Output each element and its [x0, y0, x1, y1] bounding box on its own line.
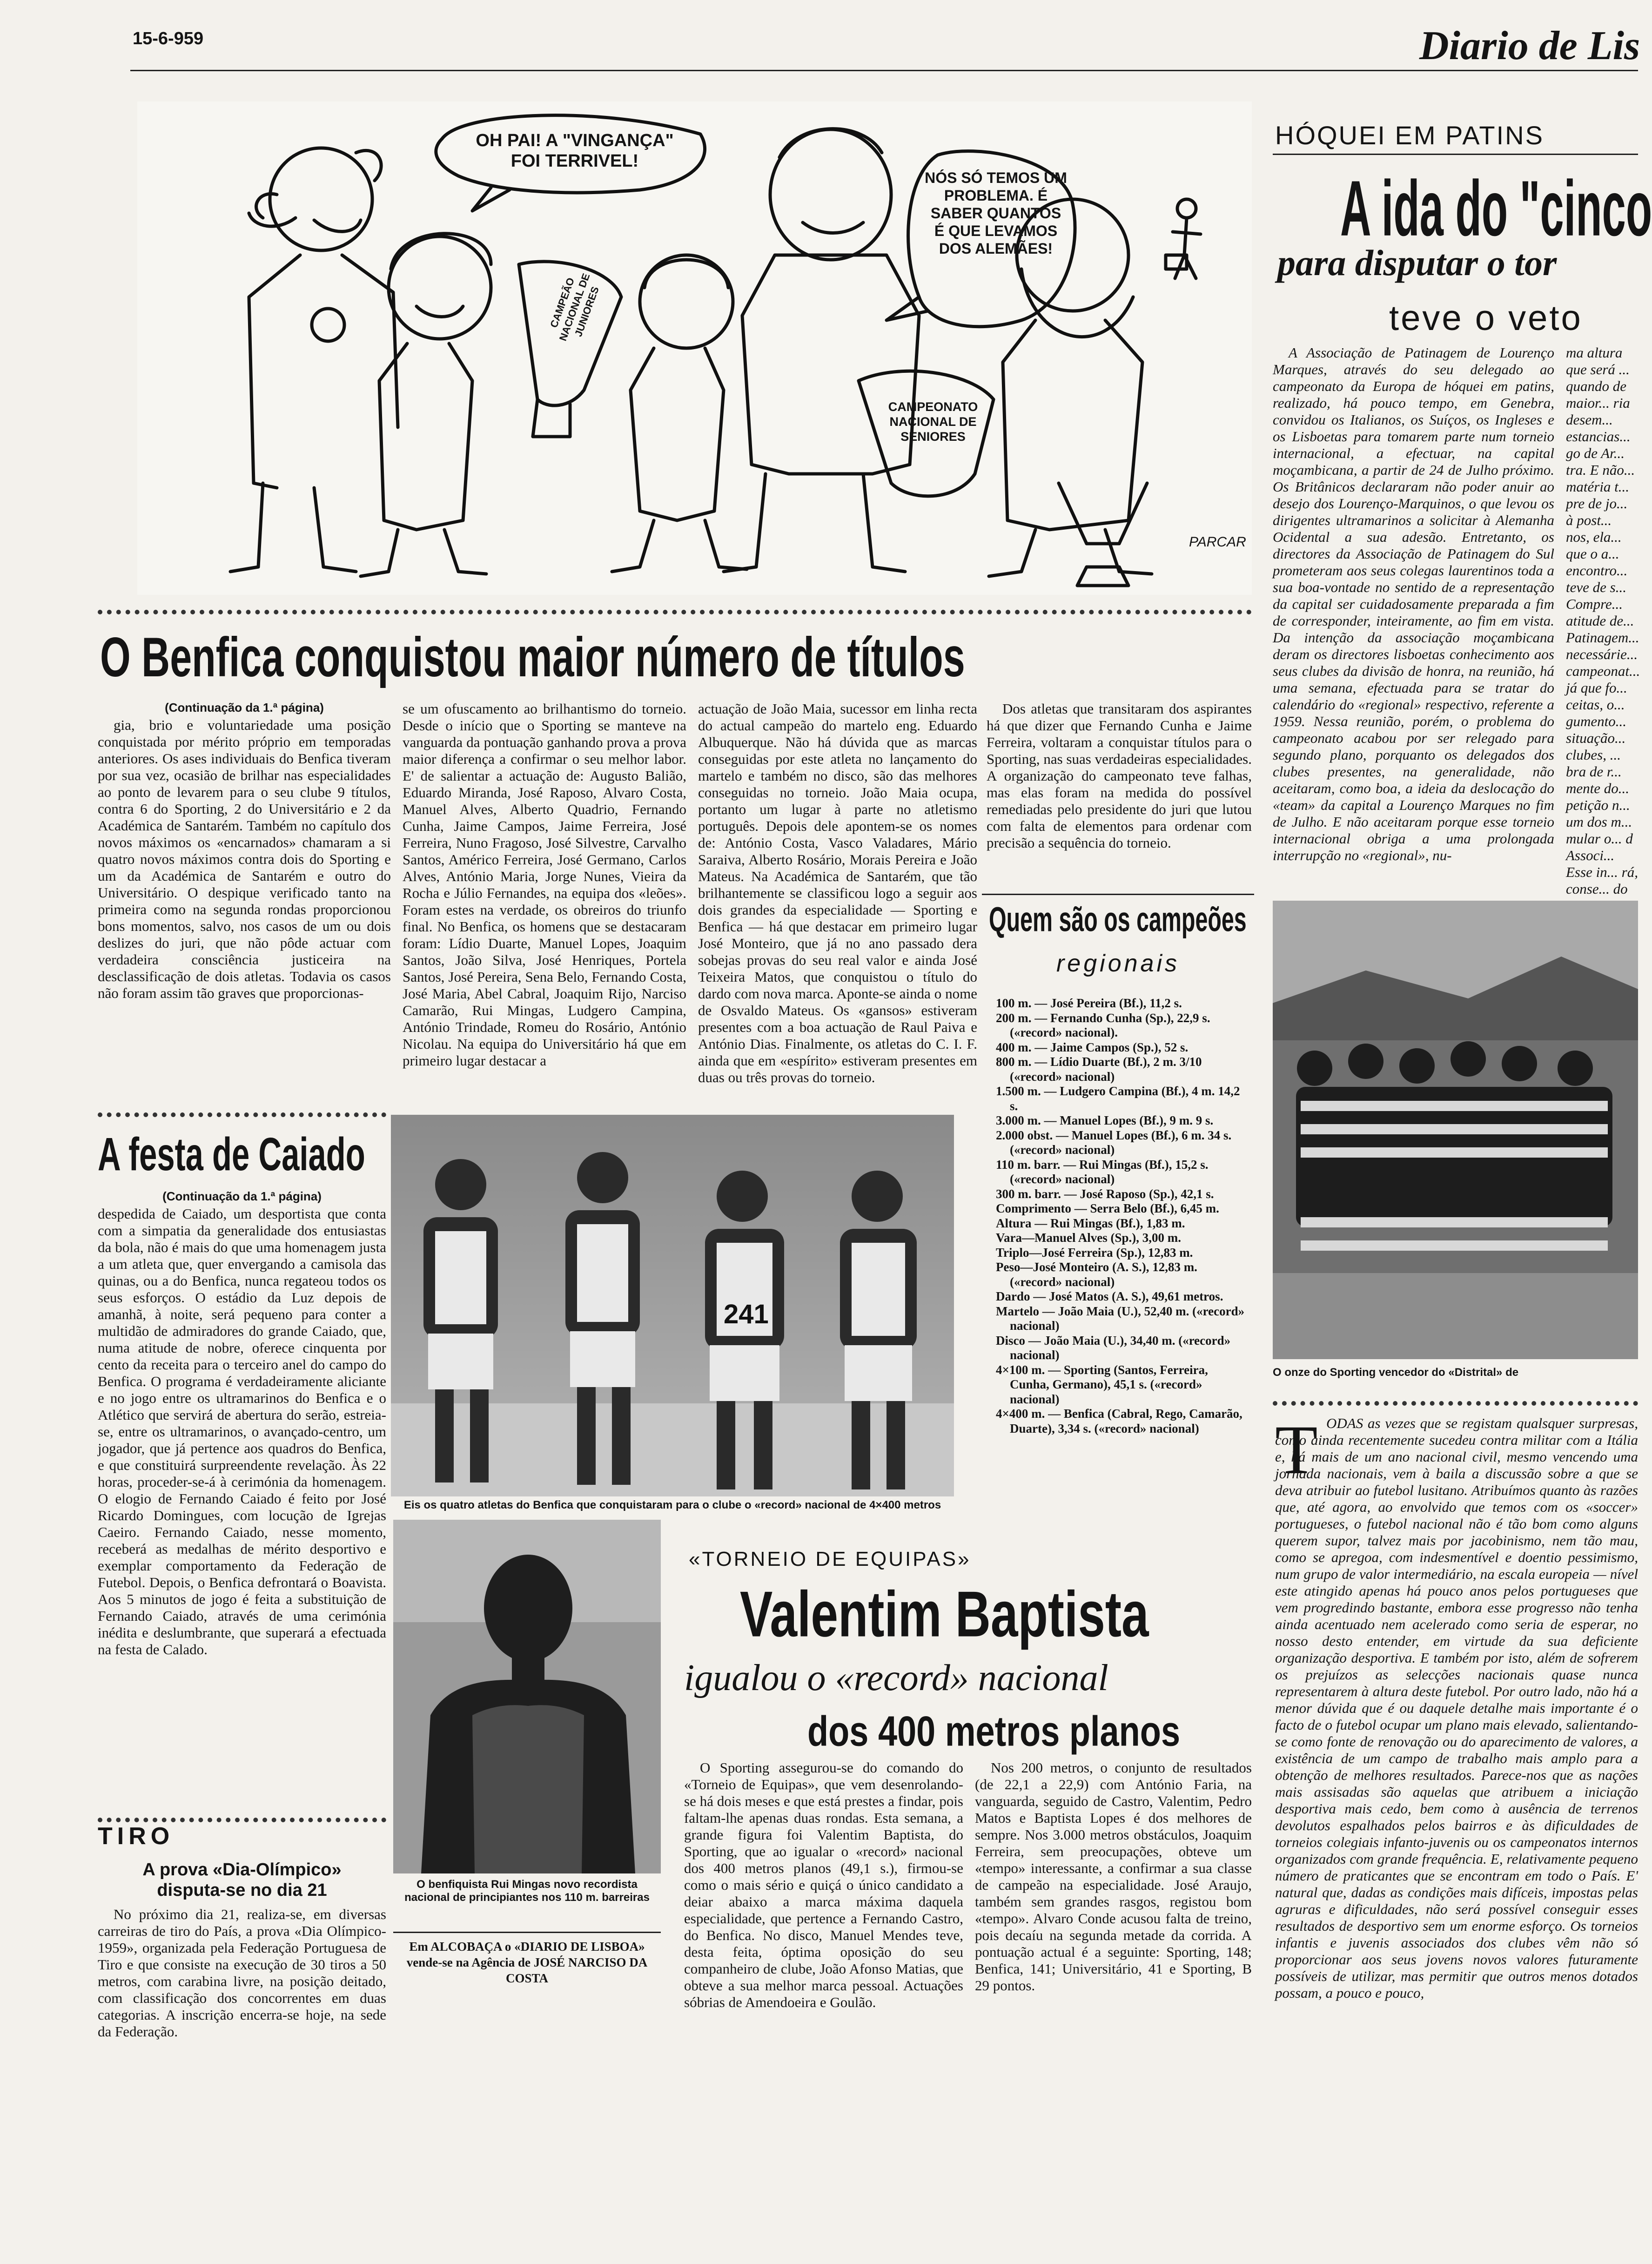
benfica-col4	[987, 701, 1252, 868]
mingas-photo-image	[393, 1520, 661, 1873]
cartoon-cup-left-label: CAMPEÃO NACIONAL DE JUNIORES	[548, 271, 601, 343]
relay-bib-number: 241	[724, 1299, 769, 1329]
result-martelo: Martelo — João Maia (U.), 52,40 m. («record» nacional)	[996, 1304, 1245, 1333]
benfica-col3	[698, 701, 977, 1105]
valentim-col1	[684, 1759, 963, 2104]
result-vara: Vara—Manuel Alves (Sp.), 3,00 m.	[996, 1231, 1182, 1245]
benfica-col1-text: gia, brio e voluntariedade uma posição conquistada por mérito próprio em temporadas anteriores. Os ases individuais do Benfica tiveram por sua vez, ocasião de brilhar nas especialidades ao ponto de levarem para o seu clube 9 títulos, contra 6 do Sporting, 2 do Universitário e 2 da Académica de Santarém. Também no capítulo dos novos máximos os «encarnados» chamaram a si quatro novos máximos contra dois do Sporting e um da Académica de Santarém e outro do Universitário. O despique verificado tanto na primeira como na segunda rondas proporcionou bons momentos, salvo, nos casos de um ou dois deslizes do juri, que não pôde actuar com verdadeira consciência justiceira na desclassificação de dois atletas. Todavia os casos não foram assim tão graves que proporcionas-	[98, 717, 391, 1001]
hoquei-col1-text: A Associação de Patinagem de Lourenço Marques, através do seu delegado ao campeonato da Europa de hóquei em patins, realizado, há pouco tempo, em Genebra, convidou os Italianos, os Suíços, os Ingleses e os Lisboetas para tomarem parte num torneio internacional, a efectuar, na capital moçambicana, a partir de 24 de Julho próximo. Os Britânicos declararam não poder anuir ao desejo dos Lourenço-Marquinos, o que levou os dirigentes ultramarinos a solicitar à Alemanha Ocidental a sua adesão. Entretanto, os directores da Associação de Patinagem do Sul prometeram aos seus colegas laurentinos toda a sua boa-vontade no sentido de a representação da capital ser cuidadosamente preparada a fim de corresponder, inteiramente, ao fim em vista. Da intenção da associação moçambicana deram os directores lisboetas conhecimento aos seus clubes da divisão de honra, na reunião, há uma semana, efectuada para se tratar do calendário do «regional» respectivo, referente a 1959. Nessa reunião, porém, o problema do campeonato acabou por ser relegado para segundo plano, porquanto os delegados dos clubes presentes, na generalidade, não aceitaram, como boa, a ideia da deslocação do «team» da capital a Lourenço Marques no fim de Julho. E não aceitaram porque esse torneio internacional obriga a uma prolongada interrupção no «regional», nu-	[1273, 344, 1554, 863]
campeoes-results	[996, 996, 1249, 1436]
photo-sporting-team	[1273, 901, 1638, 1359]
campeoes-box	[982, 894, 1254, 1536]
tiro-section: TIRO	[98, 1823, 175, 1850]
result-disco: Disco — João Maia (U.), 34,40 m. («record» nacional)	[996, 1333, 1231, 1362]
alcobaca-notice: Em ALCOBAÇA o «DIARIO DE LISBOA» vende-se na Agência de JOSÉ NARCISO DA COSTA	[406, 1940, 648, 1985]
hoquei-sub2: teve o veto	[1389, 298, 1583, 338]
caiado-body-text: despedida de Caiado, um desportista que conta com a simpatia da generalidade dos entusiastas da bola, não é mais do que uma homenagem justa a um atleta que, quer envergando a camisola das quinas, ou a do Benfica, nunca regateou todos os seus esforços. O estádio da Luz depois de amanhã, à noite, será pequeno para conter a multidão de admiradores do grande Caiado, que, numa atitude de nobre, oferece cinquenta por cento da receita para o terceiro anel do campo do Benfica. O programa é verdadeiramente aliciante e no jogo entre os ultramarinos do Benfica e o Atlético que servirá de abertura do serão, estreia-se, entre os ultramarinos, o avançado-centro, um jogador, que já pertence aos quadros do Benfica, e que constituirá surpreendente revelação. Às 22 horas, proceder-se-á à cerimónia da homenagem. O elogio de Fernando Caiado é feito por José Ricardo Domingues, com locução de Igrejas Caeiro. Fernando Caiado, nesse momento, receberá as medalhas de mérito desportivo e exemplar comportamento da Federação de Futebol. Depois, o Benfica defrontará o Boavista. Aos 5 minutos de jogo é feita a substituição de Fernando Caiado, através de uma cerimónia inédita e deslumbrante, que superará a efectuada na festa de Calado.	[98, 1206, 386, 1658]
result-2000-obst: 2.000 obst. — Manuel Lopes (Bf.), 6 m. 34 s. («record» nacional)	[996, 1128, 1232, 1157]
cartoon-drawing	[137, 101, 1252, 595]
tiro-body	[98, 1906, 386, 2060]
futebol-body-text: ODAS as vezes que se registam qualsquer surpresas, como ainda recentemente sucedeu contra militar com a Itália e, há mais de um ano nacional civil, mesmo vencendo uma jornada nacionais, vem à baila a discussão sobre a que se deva atribuir ao futebol lusitano. Atribuímos quanto às razões que, até agora, ao envolvido que temos com os «soccer» portugueses, o futebol nacional não é tão bom como alguns querem supor, talvez mais por jacobinismo, nem tão mau, como se apregoa, com indesmentível e doentio pessimismo, num grupo de valor intermediário, na escala europeia — nível este atingido apenas há pouco anos pelos portugueses que vem progredindo bastante, embora esse progresso não tenha ainda acentuado nem acelerado como seria de esperar, no nosso desto entender, em virtude da sua deficiente organização desportiva. E também por isto, além de sofrerem os prejuízos as selecções nacionais quase nunca representarem à altura deste futebol. Por outro lado, não há a menor dúvida que é ou daquele detalhe mais importante é o facto de o futebol ocupar um plano mais elevado, salientando-se como fonte de renovação ou do aparecimento de valores, a existência de um campo de trabalho mais amplo para a obtenção de melhores resultados. Parece-nos que as nações mais assisadas são aquelas que atribuem a iniciação desportiva mais cedo, bem como à ausência de terrenos devolutos espalhados pelos bairros e às dificuldades de torneios colegiais infanto-juvenis ou os campeonatos internos organizados com grande frequência. E, relativamente pequeno número de praticantes que se encontram em todo o País. E' natural que, dadas as condições mais difíceis, impostas pelas agruras e dificuldades, não será possível conseguir esses resultados de desportivo sem um enorme esforço. Os torneios infantis e juvenis associados dos clubes vêm não só proporcionar aos seus jovens novos valores futuramente possíveis de utilizar, mas permitir que outros menos dotados possam, a pouco e pouco,	[1275, 1415, 1638, 2001]
valentim-col2	[975, 1759, 1252, 2104]
hoquei-section: HÓQUEI EM PATINS	[1275, 121, 1544, 150]
caiado-body	[98, 1206, 386, 1811]
result-400m: 400 m. — Jaime Campos (Sp.), 52 s.	[996, 1040, 1189, 1054]
futebol-top-rule	[1273, 1401, 1638, 1406]
tiro-body-text: No próximo dia 21, realiza-se, em diversas carreiras de tiro do País, a prova «Dia Olímpico-1959», organizada pela Federação Portuguesa de Tiro e que consiste na execução de 30 tiros a 50 metros, com carabina livre, na posição deitado, com classificação dos concorrentes em duas categorias. A inscrição encerra-se hoje, na sede da Federação.	[98, 1906, 386, 2040]
cartoon-bubble-right: NÓS SÓ TEMOS UM PROBLEMA. É SABER QUANTOS É QUE LEVAMOS DOS ALEMÃES!	[925, 169, 1067, 257]
valentim-headline: Valentim Baptista	[740, 1578, 1149, 1651]
futebol-dropcap: T	[1275, 1411, 1318, 1489]
benfica-col2-text: se um ofuscamento ao brilhantismo do torneio. Desde o início que o Sporting se manteve na vanguarda da pontuação ganhando prova a prova maior diferença a confirmar o seu melhor labor. E' de salientar a actuação de: Augusto Balião, Eduardo Miranda, José Raposo, Alvaro Costa, Manuel Alves, Alberto Quadrio, Fernando Cunha, Jaime Campos, Jaime Ferreira, José Ferreira, Nuno Fragoso, José Silvestre, Carvalho Santos, Américo Ferreira, José Germano, Carlos Alves, António Maria, Jorge Nunes, Vieira da Rocha e Júlio Fernandes, na equipa dos «leões». Foram estes na verdade, os obreiros do triunfo final. No Benfica, os homens que se destacaram foram: Lídio Duarte, Manuel Lopes, Joaquim Santos, João Silva, José Henriques, Portela Santos, José Pereira, Sena Belo, Fernando Costa, José Maria, Abel Cabral, Joaquim Rijo, Narciso Camarão, Rui Mingas, Ludgero Campina, António Trindade, Romeu do Rosário, António Nicolau. Na equipa do Universitário há que em primeiro lugar destacar a	[403, 701, 686, 1069]
result-triplo: Triplo—José Ferreira (Sp.), 12,83 m.	[996, 1245, 1193, 1260]
campeoes-subtitle: regionais	[1056, 950, 1180, 977]
benfica-col1	[98, 717, 391, 1122]
hoquei-col1	[1273, 344, 1554, 898]
relay-photo-image	[391, 1115, 954, 1496]
valentim-kicker: «TORNEIO DE EQUIPAS»	[689, 1548, 971, 1570]
photo-rui-mingas	[393, 1520, 661, 1873]
futebol-body	[1275, 1411, 1638, 2095]
masthead-rule	[130, 70, 1638, 71]
result-altura: Altura — Rui Mingas (Bf.), 1,83 m.	[996, 1216, 1185, 1230]
benfica-continuation: (Continuação da 1.ª página)	[165, 701, 324, 714]
cartoon-bubble-left: OH PAI! A "VINGANÇA" FOI TERRIVEL!	[476, 131, 674, 171]
cartoon-cup-right-label: CAMPEONATO NACIONAL DE SENIORES	[888, 400, 978, 444]
valentim-col1-text: O Sporting assegurou-se do comando do «Torneio de Equipas», que vem desenrolando-se há dois meses e que está prestes a findar, pois faltam-lhe apenas duas rondas. Esta semana, a grande figura foi Valentim Baptista, do Sporting, que ao igualar o «record» nacional dos 400 metros planos (49,1 s.), firmou-se como o mais sério e quiçá o único candidato a deiar abaixo a marca máxima daquela especialidade, que pertence a Fernando Castro, do Benfica. No disco, Manuel Mendes teve, desta feita, óptima oposição do seu companheiro de clube, João Afonso Matias, que obteve a sua melhor marca pessoal. Actuações sóbrias de Amendoeira e Goulão.	[684, 1759, 963, 2010]
caiado-top-rule	[98, 1112, 386, 1117]
result-4x100: 4×100 m. — Sporting (Santos, Ferreira, Cunha, Germano), 45,1 s. («record» nacional)	[996, 1362, 1208, 1406]
valentim-sub1: igualou o «record» nacional	[684, 1658, 1108, 1698]
result-1500m: 1.500 m. — Ludgero Campina (Bf.), 4 m. 14,2 s.	[996, 1084, 1240, 1113]
hoquei-section-rule	[1273, 154, 1638, 155]
hoquei-col2	[1566, 344, 1638, 898]
valentim-col2-text: Nos 200 metros, o conjunto de resultados (de 22,1 a 22,9) com António Faria, na vanguarda, seguido de Castro, Valentim, Pedro Matos e Baptista Lopes é dos melhores de sempre. Nos 3.000 metros obstáculos, Joaquim Ferreira, sem preocupações, obteve um «tempo» interessante, a confirmar a sua classe de campeão na especialidade. José Araujo, também sem grandes rasgos, registou bom «tempo». Alvaro Conde acusou falta de treino, pois decaíu na segunda metade da corrida. A pontuação actual é a seguinte: Sporting, 148; Benfica, 141; Universitário, 41 e Sporting, B 29 pontos.	[975, 1759, 1252, 1994]
result-110m-barr: 110 m. barr. — Rui Mingas (Bf.), 15,2 s. («record» nacional)	[996, 1157, 1209, 1186]
tiro-top-rule	[98, 1818, 386, 1822]
campeoes-title: Quem são os campeões	[989, 900, 1247, 939]
result-800m: 800 m. — Lídio Duarte (Bf.), 2 m. 3/10 («record» nacional)	[996, 1055, 1202, 1084]
hoquei-sub1: para disputar o tor	[1277, 243, 1557, 283]
result-4x400: 4×400 m. — Benfica (Cabral, Rego, Camarão, Duarte), 3,34 s. («record» nacional)	[996, 1407, 1242, 1435]
result-300m-barr: 300 m. barr. — José Raposo (Sp.), 42,1 s.	[996, 1186, 1214, 1201]
hoquei-col2-text: ma altura que será ... quando de maior... ria desem... estancias... go de Ar... tra. E não... matéria t... pre de jo... à post... nos, ela... que o a... encontro... teve de s... Compre... atitude de... Patinagem... necessárie... campeonat... já que fo... ceitas, o... gumento... situação... clubes, ... bra de r... mente do... petição n... um dos m... mular o... d Associ... Esse in... rá, conse... do	[1566, 344, 1640, 897]
newspaper-masthead: Diario de Lis	[1419, 23, 1640, 68]
benfica-col2	[403, 701, 686, 1105]
result-3000m: 3.000 m. — Manuel Lopes (Bf.), 9 m. 9 s.	[996, 1113, 1214, 1127]
cartoon-signature: PARCAR	[1189, 534, 1246, 550]
notice-top-rule	[393, 1932, 661, 1933]
campeoes-top-rule	[982, 894, 1254, 895]
result-comprimento: Comprimento — Serra Belo (Bf.), 6,45 m.	[996, 1201, 1219, 1215]
valentim-sub2: dos 400 metros planos	[807, 1707, 1181, 1755]
benfica-col4-text: Dos atletas que transitaram dos aspirantes há que dizer que Fernando Cunha e Jaime Ferreira, voltaram a conquistar títulos para o Sporting, nas suas verdadeiras especialidades. A organização do campeonato teve falhas, mas elas foram na medida do possível remediadas pelo presidente do juri que lutou com falta de elementos para ordenar com precisão a sequência do torneio.	[987, 701, 1252, 851]
benfica-headline: O Benfica conquistou maior número de títulos	[100, 626, 965, 689]
benfica-col3-text: actuação de João Maia, sucessor em linha recta do actual campeão do martelo eng. Eduardo Albuquerque. Não há dúvida que as marcas conseguidas por este atleta no lançamento do martelo e também no disco, são das melhores conseguidas no torneio. João Maia ocupa, portanto um lugar à parte no atletismo português. Depois dele apontem-se os nomes de: António Costa, Vasco Valadares, Mário Saraiva, Alberto Rosário, Morais Pereira e João Mateus. Na Académica de Santarém, que tão brilhantemente se classificou logo a seguir aos dois grandes da especialidade — Sporting e Benfica — há que destacar em primeiro lugar José Monteiro, que já no ano passado dera sobejas provas do seu real valor e ainda José Teixeira Matos, que conquistou o título do dardo com nova marca. Aponte-se ainda o nome de Osvaldo Mateus. Os «gansos» estiveram presentes com a boa actuação de Raul Paiva e António Dias. Finalmente, os atletas do C. I. F. ainda que em «espírito» estiveram presentes em duas ou três provas do torneio.	[698, 701, 977, 1085]
photo-relay-caption: Eis os quatro atletas do Benfica que conquistaram para o clube o «record» nacional de 4×400 metros	[403, 1499, 941, 1511]
hoquei-headline: A ida do "cinco	[1340, 164, 1652, 253]
cartoon-bottom-rule	[98, 610, 1252, 614]
photo-benfica-relay	[391, 1115, 954, 1496]
result-200m: 200 m. — Fernando Cunha (Sp.), 22,9 s. («record» nacional).	[996, 1011, 1210, 1039]
tiro-headline: A prova «Dia-Olímpico» disputa-se no dia 21	[142, 1860, 342, 1900]
caiado-headline: A festa de Caiado	[98, 1128, 365, 1180]
result-100m: 100 m. — José Pereira (Bf.), 11,2 s.	[996, 996, 1182, 1010]
photo-mingas-caption: O benfiquista Rui Mingas novo recordista nacional de principiantes nos 110 m. barreiras	[404, 1878, 650, 1904]
result-dardo: Dardo — José Matos (A. S.), 49,61 metros.	[996, 1289, 1223, 1303]
page-date: 15-6-959	[133, 29, 204, 48]
sporting-photo-image	[1273, 901, 1638, 1359]
cartoon	[137, 101, 1252, 595]
caiado-continuation: (Continuação da 1.ª página)	[162, 1189, 322, 1203]
result-peso: Peso—José Monteiro (A. S.), 12,83 m. («record» nacional)	[996, 1260, 1197, 1289]
photo-sporting-caption: O onze do Sporting vencedor do «Distrital» de	[1273, 1366, 1519, 1379]
